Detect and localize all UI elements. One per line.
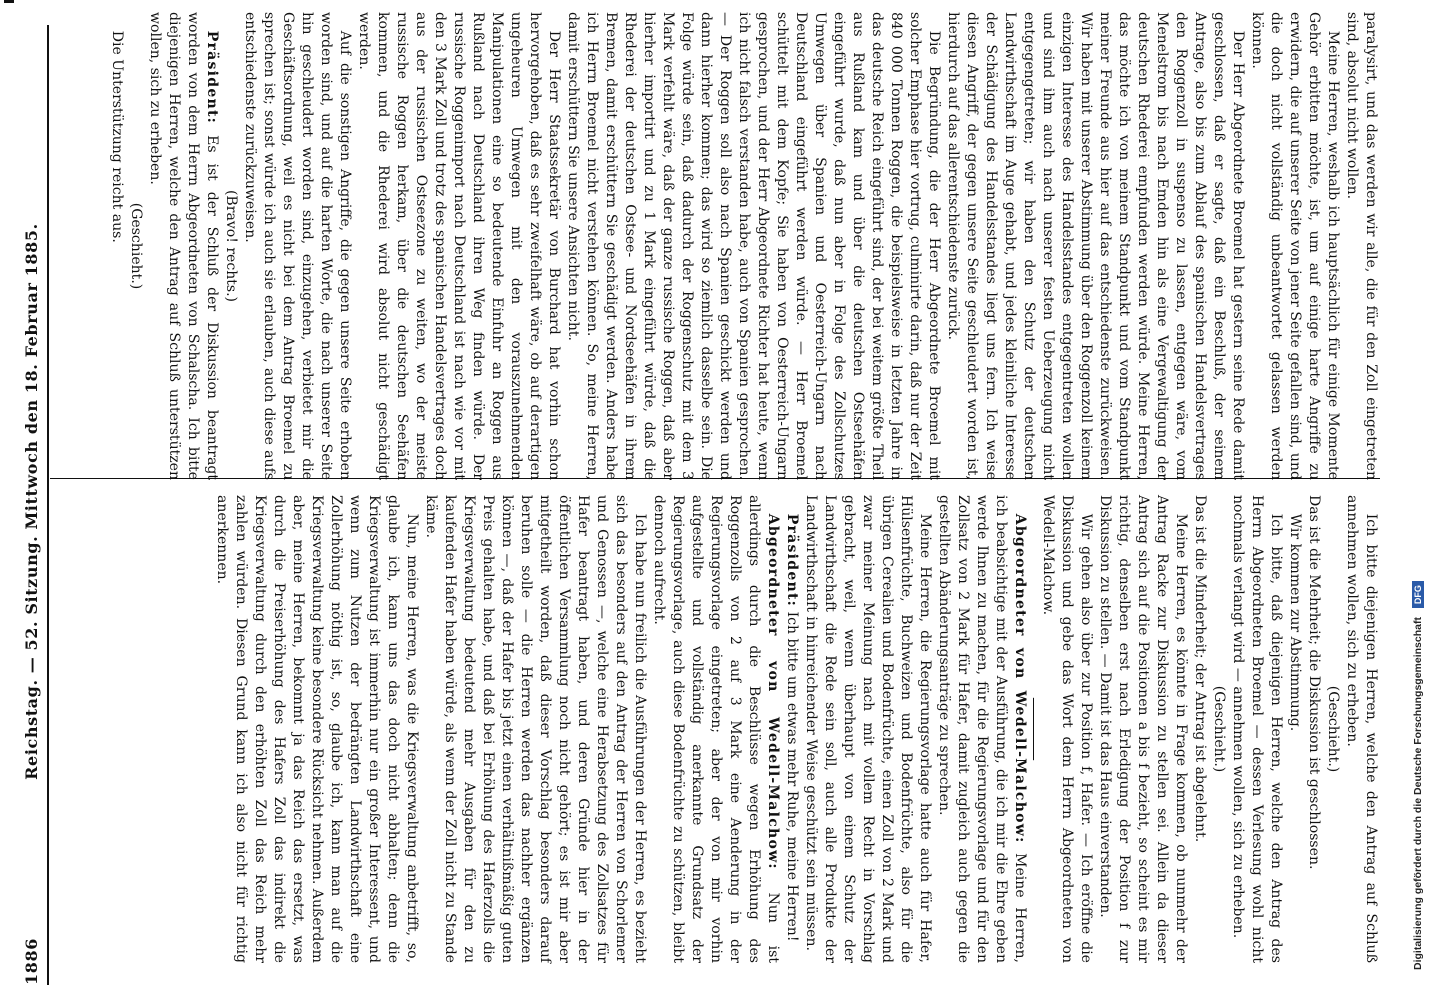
paragraph: Ich habe nun freilich die Ausführungen der Herren, es bezieht sich das besonders auf den Antrag der Herren von Schorlemer und Genossen —, welche eine Herabsetzung des Zollsatzes für Hafer beantragt haben, und deren Gründe hier in der öffentlichen Versammlung noch nicht gehört; es ist mir aber mitgetheilt worden, daß dieser Vorschlag besonders darauf beruhen solle — die Herren werden das nachher ergänzen können —, daß der Hafer bis jetzt einen verhältnißmäßig guten Preis gehalten habe, und daß bei Erhöhung des Haferzolls die Kriegsverwaltung bedeutend mehr Ausgaben für den zu kaufenden Hafer haben würde, als wenn der Zoll nicht zu Stande käme. <box>423 495 648 963</box>
dfg-logo: DFG <box>1412 581 1424 608</box>
column-divider <box>50 478 1380 479</box>
header-rule <box>47 25 49 985</box>
paragraph: Der Herr Abgeordnete Broemel hat gestern seine Rede damit geschlossen, daß er sagte, daß ein Beschluß, der seinem Antrage, also bis zum Ablauf des spanischen Handelsvertrages den Roggenzoll in suspenso zu lassen, entgegen wäre, vom Menelstrom bis nach Emden hin als eine Vergewaltigung der deutschen Rhederei empfunden werden würde. Meine Herren, das möchte ich von meinem Standpunkt und vom Standpunkt meiner Freunde aus hier auf das entschiedenste zurückweisen. Wir haben mit unserer Abstimmung über den Roggenzoll keinem einzigen Interesse des Handelsstandes entgegentreten wollen und sind ihm auch nach unserer festen Ueberzeugung nicht entgegengetreten; wir haben den Schutz der deutschen Landwirthschaft im Auge gehabt, und jedes kleinliche Interesse der Schädigung des Handelsstandes liegt uns fern. Ich weise diesen Angriff, der gegen unsere Seite geschleudert worden ist, hierdurch auf das allerentschiedenste zurück. <box>945 12 1246 480</box>
paragraph: Wir gehen also über zur Position f, Hafer. — Ich eröffne die Diskussion und gebe das Wort dem Herrn Abgeordneten von Wedell-Malchow. <box>1040 495 1094 963</box>
speaker-text: Nun ist allerdings durch die Beschlüsse wegen Erhöhung des Roggenzolls von 2 auf 3 Mark eine Aenderung in der Regierungsvorlage eingetreten; aber der von mir vorhin aufgestellte und vollständig anerkannte Grundsatz der Regierungsvorlage, auch diese Bodenfrüchte zu schützen, bleibt dennoch aufrecht. <box>651 495 781 963</box>
paragraph: Nun, meine Herren, was die Kriegsverwaltung anbetrifft, so, glaube ich, kann uns das doch nicht abhalten; denn die Kriegsverwaltung ist immerhin nur ein großer Interessent, und wenn zum Nutzen der bedrängten Landwirthschaft eine Zollerhöhung nöthig ist, so, glaube ich, kann man auf die Kriegsverwaltung keine besondere Rücksicht nehmen. Außerdem aber, meine Herren, bekommt ja das Reich das ersetzt, was durch die Preiserhöhung des Hafers Zoll das indirekt die Kriegsverwaltung durch den erhöhten Zoll das Reich mehr zahlen würden. Diesen Grund kann ich also nicht für richtig anerkennen. <box>214 495 420 963</box>
paragraph: Das ist die Mehrheit; die Diskussion ist geschlossen. <box>1306 495 1322 870</box>
speaker-name: Abgeordneter von Wedell-Malchow: <box>1012 513 1028 844</box>
applause-note: (Bravo! rechts.) <box>223 189 239 303</box>
speaker-separator <box>1033 698 1034 760</box>
credit-text: Digitalisierung gefördert durch die Deutsche Forschungsgemeinschaft <box>1412 617 1424 970</box>
action-note: (Geschieht.) <box>1211 685 1227 773</box>
paragraph: Meine Herren, weshalb ich hauptsächlich für einige Momente Gehör erbitten möchte, ist, um auf einige harte Angriffe zu erwidern, die auf unserer Seite von jener Seite gefallen sind, und die doch nicht vollständig unbeantwortet gelassen werden können. <box>1249 12 1341 480</box>
paragraph: Auf die sonstigen Angriffe, die gegen unsere Seite erhoben worden sind, und auf die harten Worte, die nach unserer Seite hin geschleudert worden sind, einzugehen, verbietet mir die Geschäftsordnung, weil es nicht bei dem Antrag Broemel zu sprechen ist; sonst würde ich auch sie erlauben, auch diese aufs entschiedenste zurückzuweisen. <box>242 12 353 480</box>
speaker-text: Es ist der Schluß der Diskussion beantragt worden von dem Herrn Abgeordneten von Schalscha. Ich bitte diejenigen Herren, welche den Antrag auf Schluß unterstützen wollen, sich zu erheben. <box>147 12 220 480</box>
speaker-name: Präsident: <box>784 513 800 608</box>
speaker-name: Abgeordneter von Wedell-Malchow: <box>765 513 781 870</box>
speaker-text: Meine Herren, ich beabsichtige mit der Ausführung, die ich mir die Ehre geben werde Ihnen zu machen, für die Regierungsvorlage und für den Zollsatz von 2 Mark für Hafer, damit zugleich auch gegen die gestellten Abänderungsanträge zu sprechen. <box>936 495 1028 964</box>
paragraph: Der Herr Staatssekretär von Burchard hat vorhin schon hervorgehoben, daß es sehr zweifelhaft wäre, ob auf derartigen ungeheuren Umwegen mit den vorauszunehmenden Manipulationen eine so bedeutende Einfuhr an Roggen aus Rußland nach Deutschland ihren Weg finden würde. Der russische Roggenimport nach Deutschland ist nach wie vor mit den 3 Mark Zoll und trotz des spanischen Handelsvertrages doch aus der russischen Ostseezone zu weiten, wo der meiste russische Roggen herkam, über die deutschen Seehäfen kommen, und die Rhederei wird absolut nicht geschädigt werden. <box>356 12 562 480</box>
header-block <box>22 25 49 985</box>
speaker-name: Präsident: <box>204 30 220 125</box>
paragraph: Die Begründung, die der Herr Abgeordnete Broemel mit solcher Emphase hier vortrug, culminirte darin, daß nur der Zeit 840 000 Tonnen Roggen, die beispielsweise in letzten Jahre in das deutsche Reich eingeführt sind, der bei weitem größte Theil aus Rußland kam und über die deutschen Ostseehäfen eingeführt wurde, daß nun aber in Folge des Zollschutzes Umwegen über Spanien und Oesterreich-Ungarn nach Deutschland eingeführt werden würde. — Herr Broemel schüttelt mit dem Kopfe; Sie haben von Oesterreich-Ungarn gesprochen, und der Herr Abgeordnete Richter hat heute, wenn ich nicht falsch verstanden habe, auch von Spanien gesprochen. — Der Roggen soll also nach Spanien geschickt werden und dann hierher kommen; das wird so ziemlich dasselbe sein. Die Folge würde sein, daß dadurch der Roggenschutz mit dem 3 Mark verfehlt wäre, daß der ganze russische Roggen, daß aber hierher importirt und zu 1 Mark eingeführt würde, daß die Rhederei der deutschen Ostsee- und Nordseehäfen in ihrem Bremen, damit erschüttern Sie geschädigt werden. Anders habe ich Herrn Broemel nicht verstehen können. So, meine Herren, damit erschüttern Sie unsere Ansichten nicht. <box>565 12 942 480</box>
paragraph: Das ist die Minderheit; der Antrag ist abgelehnt. <box>1192 495 1208 843</box>
left-column <box>50 12 1380 480</box>
paragraph: Wir kommen zur Abstimmung. <box>1287 513 1303 732</box>
paragraph: Meine Herren, die Regierungsvorlage hatte auch für Hafer, Hülsenfrüchte, Buchweizen und Bodenfrüchte, also für die übrigen Cerealien und Bodenfrüchte, einen Zoll von 2 Mark und zwar meiner Meinung nach mit vollem Recht in Vorschlag gebracht, weil, wenn überhaupt von einem Schutz der Landwirthschaft die Rede sein soll, auch alle Produkte der Landwirthschaft in hinreichender Weise geschützt sein müssen. <box>803 495 933 963</box>
paragraph: Ich bitte diejenigen Herren, welche den Antrag auf Schluß annehmen wollen, sich zu erheben. <box>1344 495 1379 963</box>
paragraph: Ich bitte, daß diejenigen Herren, welche den Antrag des Herrn Abgeordneten Broemel — dessen Verlesung wohl nicht nochmals verlangt wird — annehmen wollen, sich zu erheben. <box>1230 495 1284 963</box>
paragraph: Meine Herren, es könnte in Frage kommen, ob nunmehr der Antrag Racke zur Diskussion zu stellen sei. Allein da dieser Antrag sich auf die Positionen a bis f bezieht, so scheint es mir richtig, denselben erst nach Erledigung der Position f zur Diskussion zu stellen. — Damit ist das Haus einverstanden. <box>1097 495 1189 963</box>
paragraph: Die Unterstützung reicht aus. <box>109 30 125 243</box>
page-number: 1886 <box>22 938 41 985</box>
digitization-credit <box>1412 10 1424 970</box>
action-note: (Geschieht.) <box>1325 685 1341 773</box>
paragraph: paralysirt, und das werden wir alle, die für den Zoll eingetreten sind, absolut nicht wollen. <box>1344 12 1379 480</box>
action-note: (Geschieht.) <box>128 202 144 290</box>
right-column <box>50 495 1380 963</box>
page-title: Reichstag. — 52. Sitzung. Mittwoch den 18. Februar 1885. <box>22 223 41 780</box>
speaker-text: Ich bitte um etwas mehr Ruhe, meine Herren! <box>784 611 800 942</box>
